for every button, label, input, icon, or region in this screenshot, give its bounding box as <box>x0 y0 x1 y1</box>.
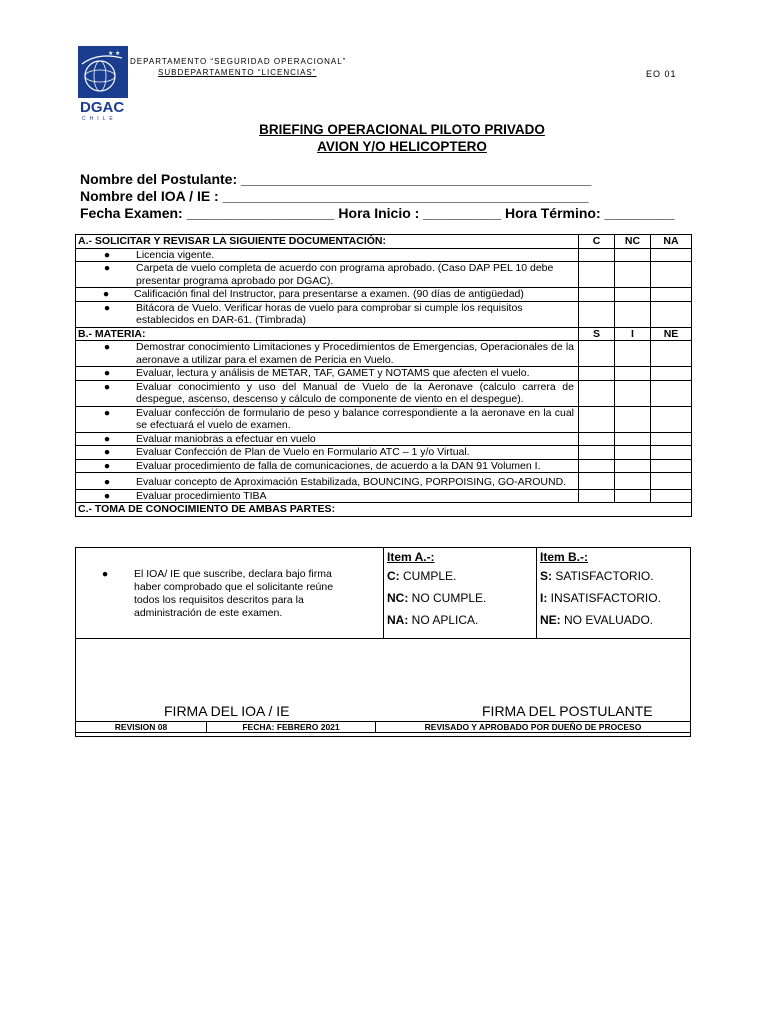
footer-revision: REVISION 08 <box>76 722 207 732</box>
check-cell[interactable] <box>615 367 651 381</box>
check-cell[interactable] <box>651 406 692 432</box>
document-subtitle: AVION Y/O HELICOPTERO <box>317 139 487 154</box>
check-cell[interactable] <box>579 301 615 327</box>
signature-section <box>75 547 691 737</box>
list-item: ● Evaluar confección de formulario de peso y balance correspondiente a la aeronave en la cual se efectuará el vuelo de examen. <box>103 406 574 431</box>
check-cell[interactable] <box>615 380 651 406</box>
subdepartment-label: SUBDEPARTAMENTO “LICENCIAS” <box>158 68 317 77</box>
list-item: ● Licencia vigente. <box>103 248 215 261</box>
check-cell[interactable] <box>651 367 692 381</box>
form-code: EO 01 <box>646 69 677 79</box>
list-item: ● Bitácora de Vuelo. Verificar horas de vuelo para comprobar si cumple los requisitos establecidos en DAR-61. (Timbrada) <box>103 301 523 326</box>
check-cell[interactable] <box>651 262 692 288</box>
check-cell[interactable] <box>579 380 615 406</box>
list-item: ● Carpeta de vuelo completa de acuerdo con programa aprobado. (Caso DAP PEL 10 debe presentar programa aprobado por DGAC). <box>103 262 554 287</box>
footer-aprobado: REVISADO Y APROBADO POR DUEÑO DE PROCESO <box>424 722 642 732</box>
check-cell[interactable] <box>579 432 615 446</box>
check-cell[interactable] <box>615 248 651 262</box>
section-b-title: B.- MATERIA: <box>76 327 579 341</box>
check-cell[interactable] <box>579 489 615 503</box>
list-item: ● Demostrar conocimiento Limitaciones y Procedimientos de Emergencias, Operacionales de la aeronave a utilizar para el examen de Pericia en Vuelo. <box>103 341 574 366</box>
check-cell[interactable] <box>615 262 651 288</box>
check-cell[interactable] <box>615 489 651 503</box>
check-cell[interactable] <box>651 248 692 262</box>
check-cell[interactable] <box>651 446 692 460</box>
col-s: S <box>579 327 615 341</box>
check-cell[interactable] <box>615 406 651 432</box>
postulante-field[interactable]: Nombre del Postulante: _____________________________________________ <box>80 171 592 187</box>
list-item: ● Evaluar, lectura y análisis de METAR, TAF, GAMET y NOTAMS que afecten el vuelo. <box>103 367 530 379</box>
checklist-table <box>75 234 692 517</box>
check-cell[interactable] <box>651 432 692 446</box>
col-na: NA <box>651 235 692 249</box>
check-cell[interactable] <box>579 367 615 381</box>
svg-text:★ ★: ★ ★ <box>108 51 121 57</box>
col-i: I <box>615 327 651 341</box>
list-item: ● Evaluar procedimiento de falla de comunicaciones, de acuerdo a la DAN 91 Volumen I. <box>103 459 541 472</box>
dgac-logo <box>78 46 128 122</box>
declaration-box: ● El IOA/ IE que suscribe, declara bajo firma haber comprobado que el solicitante reúne todos los requisitos descritos para la administración de este examen. <box>76 548 384 638</box>
col-c: C <box>579 235 615 249</box>
check-cell[interactable] <box>651 288 692 302</box>
check-cell[interactable] <box>579 288 615 302</box>
col-nc: NC <box>615 235 651 249</box>
list-item: ● Calificación final del Instructor, para presentarse a examen. (90 días de antigüedad) <box>102 288 524 300</box>
document-footer <box>75 721 691 733</box>
list-item: ● Evaluar concepto de Aproximación Estabilizada, BOUNCING, PORPOISING, GO-AROUND. <box>103 476 567 488</box>
check-cell[interactable] <box>615 288 651 302</box>
item-a-legend: Item A.-: C: CUMPLE. NC: NO CUMPLE. NA: NO APLICA. <box>383 548 537 638</box>
department-label: DEPARTAMENTO “SEGURIDAD OPERACIONAL” <box>130 57 347 66</box>
check-cell[interactable] <box>579 248 615 262</box>
list-item: ● Evaluar maniobras a efectuar en vuelo <box>103 432 316 445</box>
check-cell[interactable] <box>615 459 651 473</box>
check-cell[interactable] <box>615 446 651 460</box>
list-item: ● Evaluar conocimiento y uso del Manual de Vuelo de la Aeronave (calculo carrera de despegue, ascenso, descenso y cálculo de componente de viento en el despegue). <box>103 380 574 405</box>
section-c-title: C.- TOMA DE CONOCIMIENTO DE AMBAS PARTES: <box>76 503 692 517</box>
item-b-legend: Item B.-: S: SATISFACTORIO. I: INSATISFACTORIO. NE: NO EVALUADO. <box>540 550 661 627</box>
footer-fecha: FECHA: FEBRERO 2021 <box>207 722 376 732</box>
check-cell[interactable] <box>651 380 692 406</box>
check-cell[interactable] <box>651 341 692 367</box>
document-title: BRIEFING OPERACIONAL PILOTO PRIVADO <box>259 122 545 137</box>
check-cell[interactable] <box>615 473 651 490</box>
signature-ioa[interactable]: FIRMA DEL IOA / IE <box>164 703 290 719</box>
check-cell[interactable] <box>615 301 651 327</box>
check-cell[interactable] <box>579 446 615 460</box>
section-a-title: A.- SOLICITAR Y REVISAR LA SIGUIENTE DOCUMENTACIÓN: <box>76 235 579 249</box>
declaration-text: El IOA/ IE que suscribe, declara bajo firma haber comprobado que el solicitante reúne todos los requisitos descritos para la administración de este examen. <box>134 568 334 619</box>
svg-text:CHILE: CHILE <box>82 116 117 122</box>
ioa-field[interactable]: Nombre del IOA / IE : _______________________________________________ <box>80 188 589 204</box>
check-cell[interactable] <box>651 473 692 490</box>
check-cell[interactable] <box>615 341 651 367</box>
check-cell[interactable] <box>579 262 615 288</box>
check-cell[interactable] <box>651 459 692 473</box>
check-cell[interactable] <box>579 406 615 432</box>
check-cell[interactable] <box>579 341 615 367</box>
list-item: ● Evaluar procedimiento TIBA <box>103 489 267 502</box>
fecha-hora-field[interactable]: Fecha Examen: ___________________ Hora Inicio : __________ Hora Término: _________ <box>80 205 675 221</box>
signature-postulante[interactable]: FIRMA DEL POSTULANTE <box>482 703 653 719</box>
check-cell[interactable] <box>615 432 651 446</box>
logo-text: DGAC <box>80 99 125 116</box>
list-item: ● Evaluar Confección de Plan de Vuelo en Formulario ATC – 1 y/o Virtual. <box>103 446 470 458</box>
col-ne: NE <box>651 327 692 341</box>
check-cell[interactable] <box>579 459 615 473</box>
check-cell[interactable] <box>579 473 615 490</box>
check-cell[interactable] <box>651 301 692 327</box>
check-cell[interactable] <box>651 489 692 503</box>
